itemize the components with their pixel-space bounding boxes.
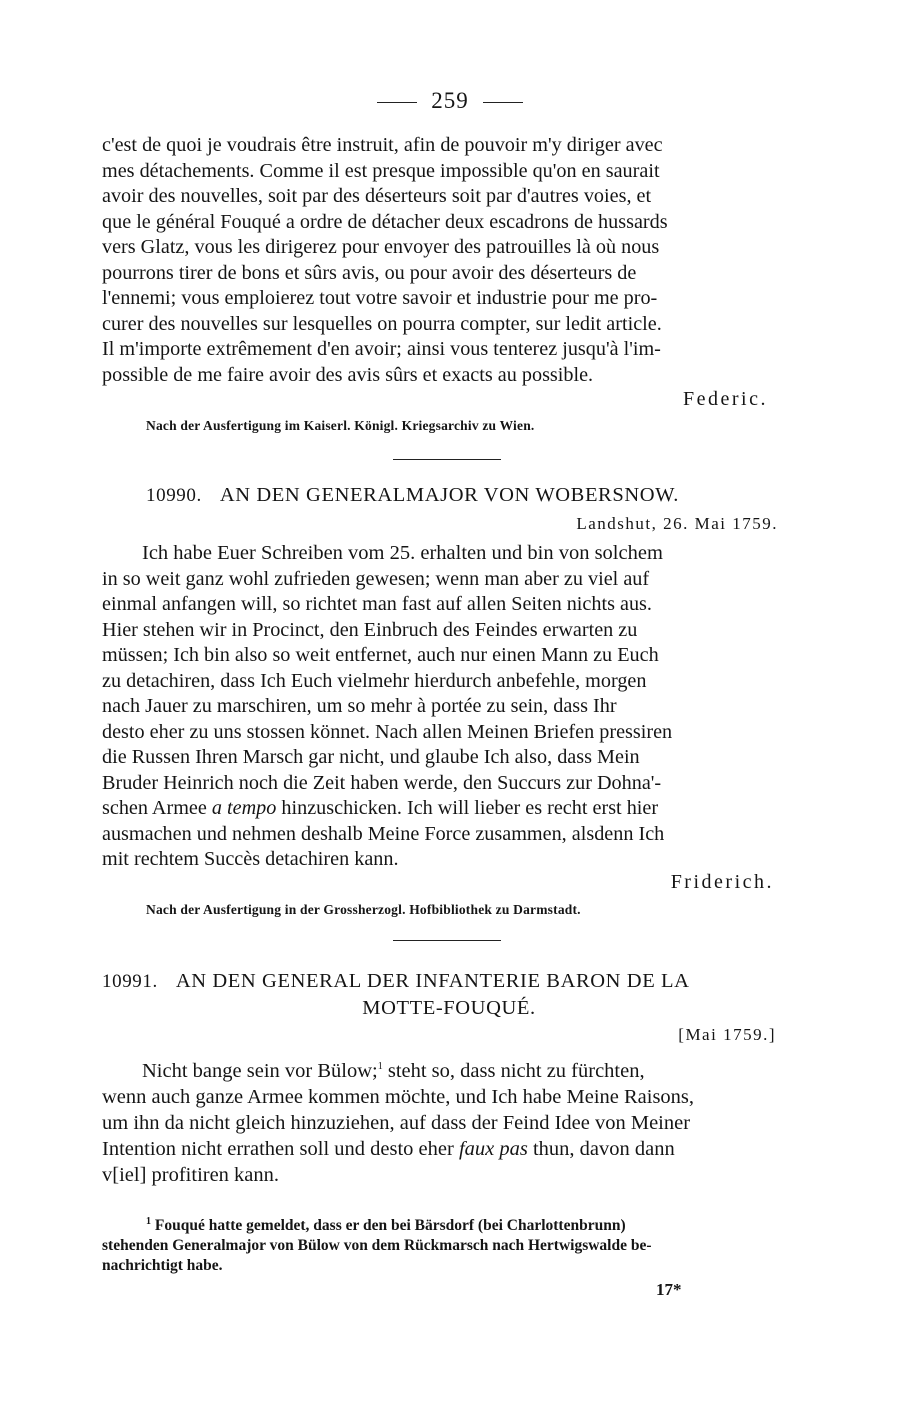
footnote-text: Fouqué hatte gemeldet, dass er den bei Bärsdorf (bei Charlottenbrunn) [154, 1217, 626, 1235]
footnote-line: stehenden Generalmajor von Bülow von dem Rückmarsch nach Hertwigswalde be- [102, 1237, 652, 1255]
text-span: schen Armee [102, 797, 212, 819]
header-dash-right [483, 102, 523, 103]
text-line: nach Jauer zu marschiren, um so mehr à portée zu sein, dass Ihr [102, 695, 617, 717]
text-line: zu detachiren, dass Ich Euch vielmehr hierdurch anbefehle, morgen [102, 669, 647, 692]
text-line: que le général Fouqué a ordre de détacher deux escadrons de hussards [102, 210, 668, 233]
heading-line-2 [102, 995, 796, 1022]
letter-10990-heading [146, 482, 796, 509]
text-line [102, 796, 796, 822]
letter-title-line-1: AN DEN GENERAL DER INFANTERIE BARON DE LA [175, 970, 690, 992]
text-line: vers Glatz, vous les dirigerez pour envoyer des patrouilles là où nous [102, 236, 660, 258]
printer-signature-mark: 17* [656, 1280, 682, 1299]
section-divider [393, 459, 501, 460]
text-line: ausmachen und nehmen deshalb Meine Force zusammen, alsdenn Ich [102, 822, 665, 845]
footnote [102, 1212, 796, 1276]
letter-10991-heading [102, 968, 796, 1022]
text-line: mit rechtem Succès detachiren kann. [102, 848, 399, 870]
text-line: avoir des nouvelles, soit par des déserteurs soit par d'autres voies, et [102, 185, 652, 207]
text-line [102, 1136, 796, 1162]
text-line: müssen; Ich bin also so weit entfernet, auch nur einen Mann zu Euch [102, 644, 659, 666]
section-divider [393, 940, 501, 941]
text-line: in so weit ganz wohl zufrieden gewesen; wenn man aber zu viel auf [102, 567, 650, 590]
text-line: possible de me faire avoir des avis sûrs et exacts au possible. [102, 363, 594, 386]
text-line: Hier stehen wir in Procinct, den Einbruch des Feindes erwarten zu [102, 618, 638, 641]
text-line: curer des nouvelles sur lesquelles on pourra compter, sur ledit article. [102, 312, 662, 335]
text-line: einmal anfangen will, so richtet man fast auf allen Seiten nichts aus. [102, 593, 652, 615]
page-number: 259 [431, 88, 469, 113]
text-line: um ihn da nicht gleich hinzuziehen, auf dass der Feind Idee von Meiner [102, 1111, 691, 1134]
source-note-10989: Nach der Ausfertigung im Kaiserl. Königl. Kriegsarchiv zu Wien. [146, 418, 535, 433]
letter-10990-text [102, 541, 796, 873]
text-line: mes détachements. Comme il est presque impossible qu'on en saurait [102, 159, 660, 182]
letter-10990-date: Landshut, 26. Mai 1759. [576, 514, 778, 533]
footnote-line [102, 1212, 796, 1236]
text-line: l'ennemi; vous emploierez tout votre savoir et industrie pour me pro- [102, 287, 658, 309]
text-line: desto eher zu uns stossen könnet. Nach allen Meinen Briefen pressiren [102, 720, 673, 743]
footnote-reference: 1 [377, 1061, 383, 1072]
text-line: c'est de quoi je voudrais être instruit, afin de pouvoir m'y diriger avec [102, 134, 663, 156]
text-line: Il m'importe extrêmement d'en avoir; ainsi vous tenterez jusqu'à l'im- [102, 338, 661, 360]
letter-10991-date: [Mai 1759.] [678, 1025, 776, 1044]
footnote-mark: 1 [146, 1216, 151, 1227]
source-note-10990: Nach der Ausfertigung in der Grossherzogl. Hofbibliothek zu Darmstadt. [146, 902, 581, 917]
letter-number: 10991. [102, 971, 158, 992]
heading-line-1 [102, 968, 796, 995]
signature-federic: Federic. [683, 388, 768, 410]
text-line: wenn auch ganze Armee kommen möchte, und Ich habe Meine Raisons, [102, 1085, 695, 1108]
text-span: steht so, dass nicht zu fürchten, [382, 1059, 645, 1082]
letter-10989-text [102, 133, 796, 388]
text-line: Ich habe Euer Schreiben vom 25. erhalten und bin von solchem [142, 542, 663, 564]
text-span: thun, davon dann [527, 1137, 675, 1160]
footnote-line: nachrichtigt habe. [102, 1257, 223, 1275]
header-dash-left [377, 102, 417, 103]
text-line [102, 1054, 796, 1084]
letter-title-line-2: MOTTE-FOUQUÉ. [362, 997, 536, 1019]
italic-phrase: a tempo [211, 797, 277, 819]
text-line: pourrons tirer de bons et sûrs avis, ou pour avoir des déserteurs de [102, 261, 637, 284]
text-span: hinzuschicken. Ich will lieber es recht erst hier [276, 797, 659, 819]
letter-number: 10990. [146, 485, 202, 506]
text-line: v[iel] profitiren kann. [102, 1163, 280, 1186]
letter-title: AN DEN GENERALMAJOR VON WOBERSNOW. [219, 484, 679, 506]
signature-friderich: Friderich. [670, 871, 774, 893]
text-line: die Russen Ihren Marsch gar nicht, und glaube Ich also, dass Mein [102, 746, 640, 768]
text-line: Bruder Heinrich noch die Zeit haben werde, den Succurs zur Dohna'- [102, 771, 662, 794]
italic-phrase: faux pas [458, 1137, 528, 1160]
letter-10991-text [102, 1054, 796, 1188]
text-span: Intention nicht errathen soll und desto eher [102, 1137, 459, 1160]
text-span: Nicht bange sein vor Bülow; [142, 1059, 378, 1082]
page-header [0, 88, 900, 114]
